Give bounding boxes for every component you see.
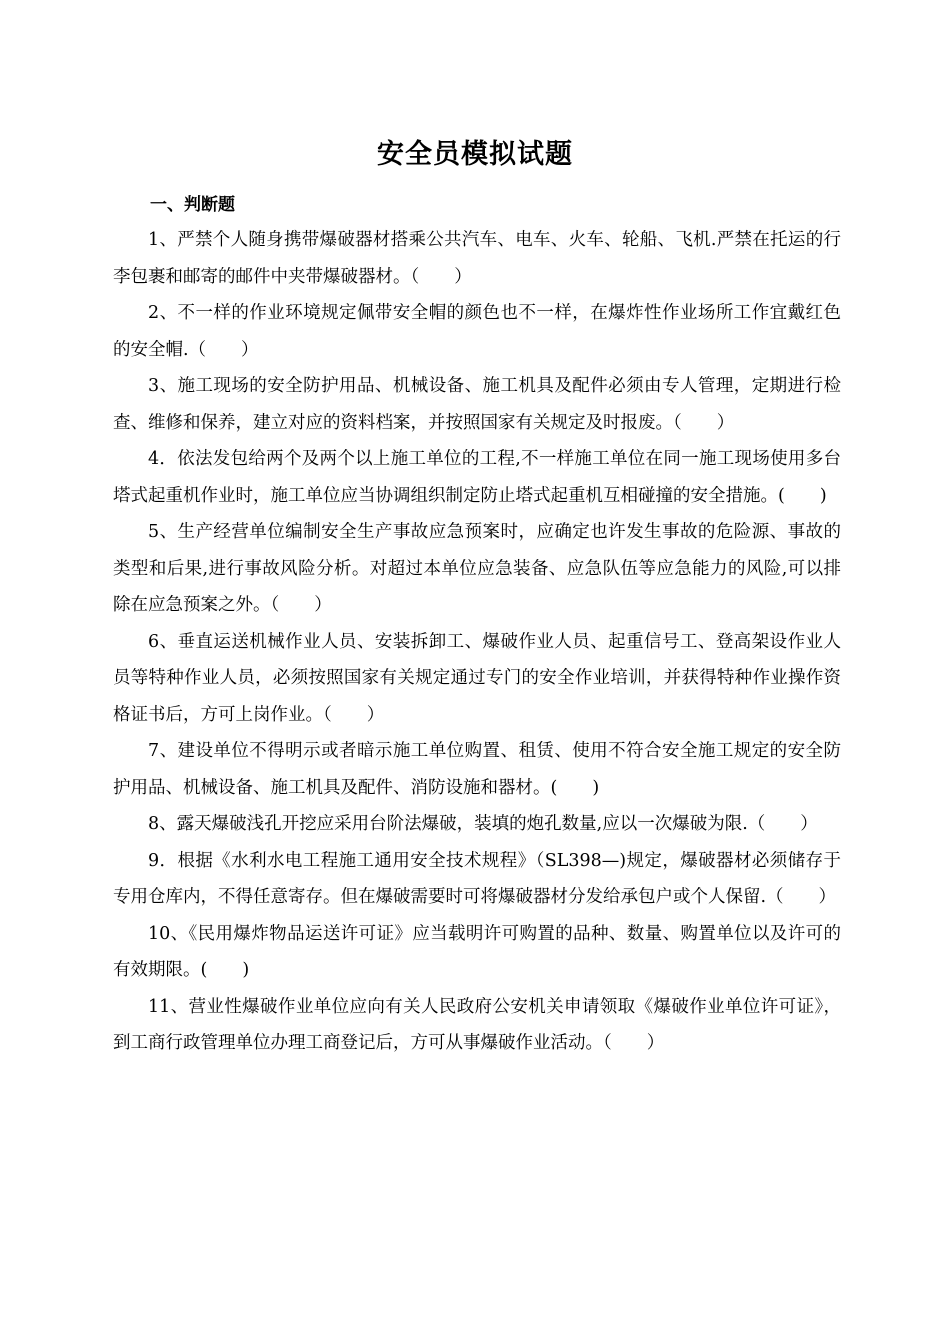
question-list (113, 222, 841, 1062)
question-item: 3、施工现场的安全防护用品、机械设备、施工机具及配件必须由专人管理，定期进行检查、维修和保养，建立对应的资料档案，并按照国家有关规定及时报废。（ ） (113, 376, 841, 433)
page-title: 安全员模拟试题 (377, 139, 573, 170)
question-item: 4．依法发包给两个及两个以上施工单位的工程,不一样施工单位在同一施工现场使用多台塔式起重机作业时，施工单位应当协调组织制定防止塔式起重机互相碰撞的安全措施。( ) (113, 449, 841, 506)
question-item: 1、严禁个人随身携带爆破器材搭乘公共汽车、电车、火车、轮船、飞机.严禁在托运的行李包裹和邮寄的邮件中夹带爆破器材。（ ） (113, 230, 841, 287)
question-item: 5、生产经营单位编制安全生产事故应急预案时，应确定也许发生事故的危险源、事故的类型和后果,进行事故风险分析。对超过本单位应急装备、应急队伍等应急能力的风险,可以排除在应急预案之外。（ ） (113, 522, 841, 615)
question-item: 7、建设单位不得明示或者暗示施工单位购置、租赁、使用不符合安全施工规定的安全防护用品、机械设备、施工机具及配件、消防设施和器材。( ) (113, 741, 841, 798)
question-item: 6、垂直运送机械作业人员、安装拆卸工、爆破作业人员、起重信号工、登高架设作业人员等特种作业人员，必须按照国家有关规定通过专门的安全作业培训，并获得特种作业操作资格证书后，方可上岗作业。（ ） (113, 631, 841, 725)
question-item: 8、露天爆破浅孔开挖应采用台阶法爆破，装填的炮孔数量,应以一次爆破为限.（ ） (148, 814, 818, 834)
section-heading: 一、判断题 (150, 195, 235, 215)
question-item: 2、不一样的作业环境规定佩带安全帽的颜色也不一样，在爆炸性作业场所工作宜戴红色的安全帽.（ ） (113, 303, 841, 360)
question-item: 11、营业性爆破作业单位应向有关人民政府公安机关申请领取《爆破作业单位许可证》，到工商行政管理单位办理工商登记后，方可从事爆破作业活动。（ ） (113, 996, 841, 1053)
question-item: 9．根据《水利水电工程施工通用安全技术规程》（SL398—)规定，爆破器材必须储存于专用仓库内，不得任意寄存。但在爆破需要时可将爆破器材分发给承包户或个人保留.（ ） (113, 850, 841, 907)
question-item: 10、《民用爆炸物品运送许可证》应当载明许可购置的品种、数量、购置单位以及许可的有效期限。( ) (113, 923, 841, 980)
